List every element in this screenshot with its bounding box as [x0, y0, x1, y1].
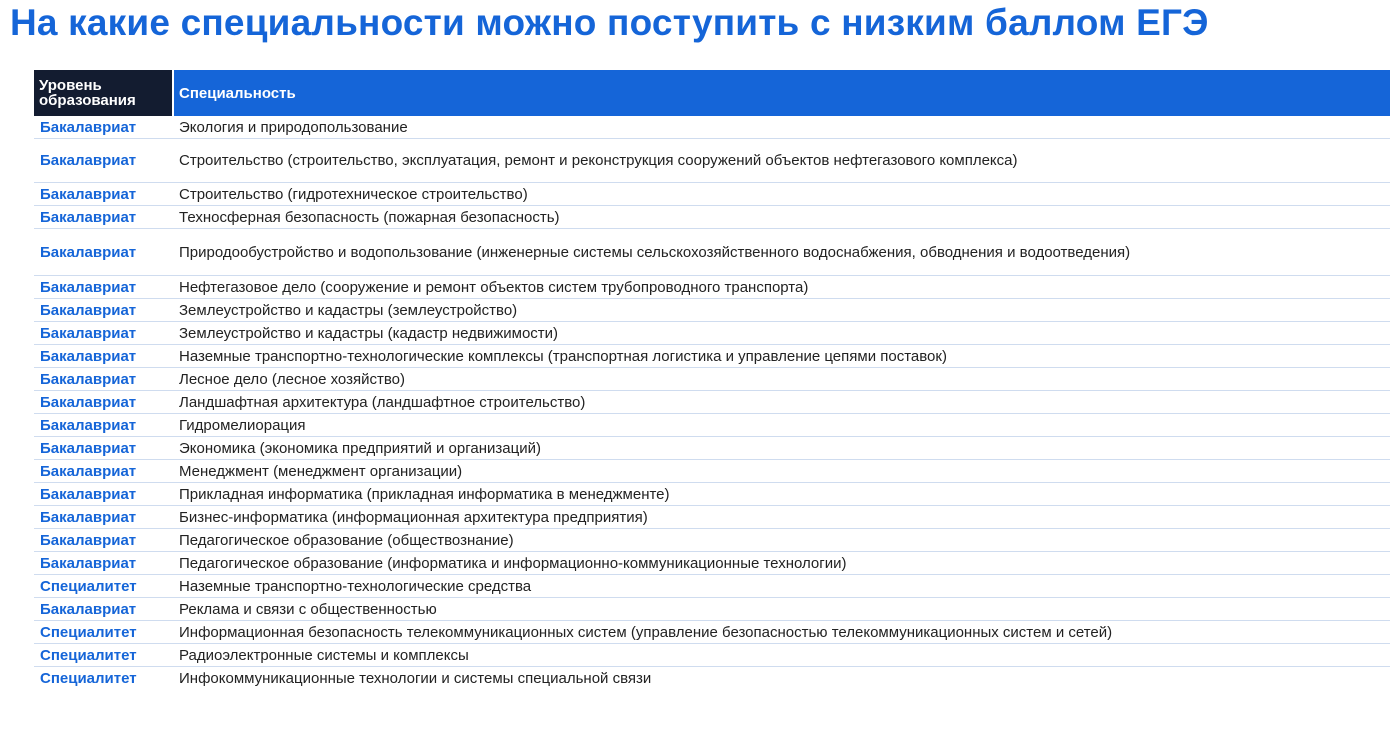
table-row	[34, 506, 1390, 529]
table-row	[34, 644, 1390, 667]
level-cell: Бакалавриат	[34, 598, 173, 621]
table-row	[34, 116, 1390, 139]
specialty-cell: Землеустройство и кадастры (землеустройство)	[173, 299, 1390, 322]
level-cell: Бакалавриат	[34, 368, 173, 391]
table-row	[34, 437, 1390, 460]
table-row	[34, 345, 1390, 368]
table-row	[34, 139, 1390, 183]
level-cell: Бакалавриат	[34, 322, 173, 345]
table-row	[34, 276, 1390, 299]
level-cell: Бакалавриат	[34, 183, 173, 206]
specialty-cell: Реклама и связи с общественностью	[173, 598, 1390, 621]
level-cell: Бакалавриат	[34, 437, 173, 460]
level-cell: Специалитет	[34, 644, 173, 667]
level-cell: Бакалавриат	[34, 276, 173, 299]
level-cell: Бакалавриат	[34, 506, 173, 529]
specialties-table	[34, 70, 1390, 689]
table-row	[34, 206, 1390, 229]
level-cell: Бакалавриат	[34, 116, 173, 139]
level-cell: Специалитет	[34, 575, 173, 598]
specialty-cell: Экология и природопользование	[173, 116, 1390, 139]
table-row	[34, 414, 1390, 437]
level-cell: Бакалавриат	[34, 345, 173, 368]
level-cell: Бакалавриат	[34, 206, 173, 229]
specialty-cell: Педагогическое образование (обществознание)	[173, 529, 1390, 552]
specialty-cell: Природообустройство и водопользование (инженерные системы сельскохозяйственного водоснабжения, обводнения и водоотведения)	[173, 229, 1390, 276]
table-row	[34, 552, 1390, 575]
specialty-cell: Радиоэлектронные системы и комплексы	[173, 644, 1390, 667]
specialty-cell: Педагогическое образование (информатика и информационно-коммуникационные технологии)	[173, 552, 1390, 575]
specialty-cell: Наземные транспортно-технологические комплексы (транспортная логистика и управление цепями поставок)	[173, 345, 1390, 368]
specialty-cell: Строительство (строительство, эксплуатация, ремонт и реконструкция сооружений объектов нефтегазового комплекса)	[173, 139, 1390, 183]
specialty-cell: Строительство (гидротехническое строительство)	[173, 183, 1390, 206]
table-row	[34, 529, 1390, 552]
specialty-cell: Нефтегазовое дело (сооружение и ремонт объектов систем трубопроводного транспорта)	[173, 276, 1390, 299]
table-row	[34, 299, 1390, 322]
level-cell: Бакалавриат	[34, 229, 173, 276]
level-cell: Бакалавриат	[34, 391, 173, 414]
level-cell: Бакалавриат	[34, 460, 173, 483]
specialty-cell: Информационная безопасность телекоммуникационных систем (управление безопасностью телекоммуникационных систем и сетей)	[173, 621, 1390, 644]
level-cell: Бакалавриат	[34, 529, 173, 552]
table-row	[34, 598, 1390, 621]
table-row	[34, 183, 1390, 206]
level-cell: Специалитет	[40, 669, 137, 687]
table-header-row	[34, 70, 1390, 116]
specialty-cell: Техносферная безопасность (пожарная безопасность)	[173, 206, 1390, 229]
specialty-cell: Наземные транспортно-технологические средства	[173, 575, 1390, 598]
page-title: На какие специальности можно поступить с низким баллом ЕГЭ	[10, 2, 1209, 43]
specialty-cell: Экономика (экономика предприятий и организаций)	[173, 437, 1390, 460]
specialty-cell: Лесное дело (лесное хозяйство)	[173, 368, 1390, 391]
table-row	[34, 391, 1390, 414]
header-specialty: Специальность	[173, 70, 1390, 116]
level-cell: Бакалавриат	[34, 483, 173, 506]
header-level: Уровень образования	[34, 70, 173, 116]
specialty-cell: Гидромелиорация	[173, 414, 1390, 437]
specialty-cell: Землеустройство и кадастры (кадастр недвижимости)	[173, 322, 1390, 345]
table-row	[34, 483, 1390, 506]
table-row	[34, 667, 1390, 690]
level-cell: Бакалавриат	[34, 299, 173, 322]
table-row	[34, 229, 1390, 276]
table-row	[34, 575, 1390, 598]
specialty-cell: Инфокоммуникационные технологии и системы специальной связи	[179, 669, 652, 687]
table-row	[34, 322, 1390, 345]
level-cell: Бакалавриат	[34, 139, 173, 183]
specialty-cell: Ландшафтная архитектура (ландшафтное строительство)	[173, 391, 1390, 414]
specialty-cell: Бизнес-информатика (информационная архитектура предприятия)	[173, 506, 1390, 529]
table-row	[34, 460, 1390, 483]
table-row	[34, 368, 1390, 391]
level-cell: Специалитет	[34, 621, 173, 644]
level-cell: Бакалавриат	[34, 414, 173, 437]
level-cell: Бакалавриат	[34, 552, 173, 575]
specialty-cell: Прикладная информатика (прикладная информатика в менеджменте)	[173, 483, 1390, 506]
specialty-cell: Менеджмент (менеджмент организации)	[173, 460, 1390, 483]
table-row	[34, 621, 1390, 644]
